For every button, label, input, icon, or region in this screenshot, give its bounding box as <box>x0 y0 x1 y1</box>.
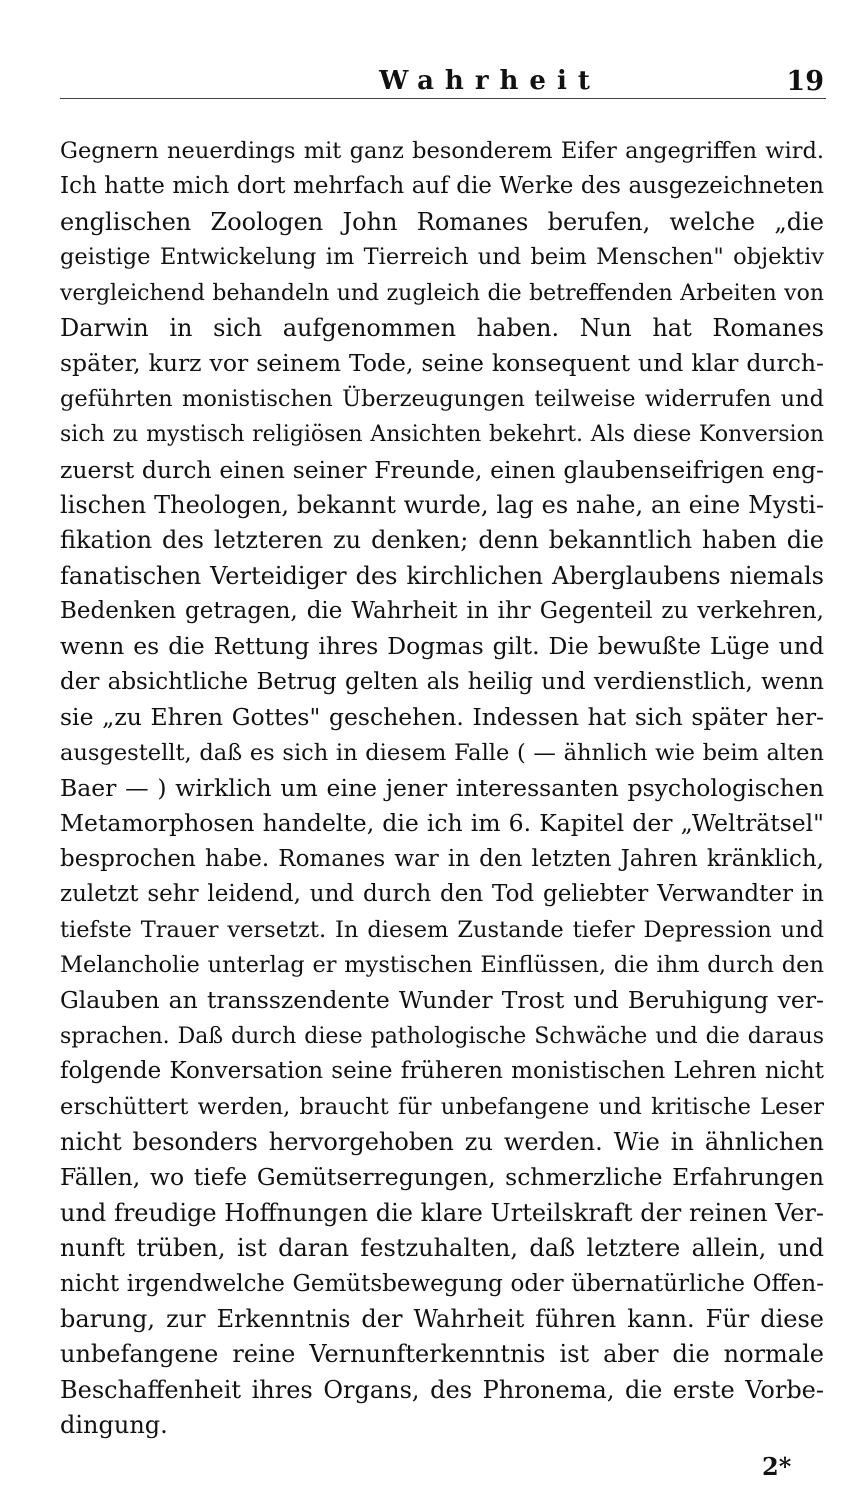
text-line: tiefste Trauer versetzt. In diesem Zustande tiefer Depression und <box>60 916 824 943</box>
text-line: dingung. <box>60 1411 168 1440</box>
text-line: barung, zur Erkenntnis der Wahrheit führen kann. Für diese <box>60 1304 824 1333</box>
text-line: der absichtliche Betrug gelten als heilig und verdienstlich, wenn <box>60 668 824 695</box>
body-text <box>60 134 824 1443</box>
text-line: und freudige Hoffnungen die klare Urteilskraft der reinen Ver- <box>60 1198 824 1227</box>
text-line: Fällen, wo tiefe Gemütserregungen, schmerzliche Erfahrungen <box>60 1163 824 1192</box>
text-line: Ich hatte mich dort mehrfach auf die Werke des ausgezeichneten <box>60 173 824 200</box>
page-number: 19 <box>786 66 824 97</box>
text-line: vergleichend behandeln und zugleich die betreffenden Arbeiten von <box>60 280 824 306</box>
text-line: englischen Zoologen John Romanes berufen, welche „die <box>60 207 824 236</box>
text-line: Bedenken getragen, die Wahrheit in ihr Gegenteil zu verkehren, <box>60 598 824 625</box>
text-line: geistige Entwickelung im Tierreich und beim Menschen" objektiv <box>60 244 824 271</box>
text-line: sie „zu Ehren Gottes" geschehen. Indessen hat sich später her- <box>60 703 824 732</box>
running-head <box>60 62 826 102</box>
text-line: fikation des letzteren zu denken; denn bekanntlich haben die <box>60 526 824 555</box>
text-line: zuerst durch einen seiner Freunde, einen glaubenseifrigen eng- <box>60 455 824 484</box>
text-line: besprochen habe. Romanes war in den letzten Jahren kränklich, <box>60 845 824 872</box>
text-line: ausgestellt, daß es sich in diesem Falle ( — ähnlich wie beim alten <box>60 739 824 766</box>
text-line: Melancholie unterlag er mystischen Einflüssen, die ihm durch den <box>60 951 824 978</box>
text-line: Gegnern neuerdings mit ganz besonderem Eifer angegriffen wird. <box>60 138 824 164</box>
text-line: sprachen. Daß durch diese pathologische Schwäche und die daraus <box>60 1023 824 1049</box>
text-line: unbefangene reine Vernunfterkenntnis ist aber die normale <box>60 1340 824 1369</box>
text-line: sich zu mystisch religiösen Ansichten bekehrt. Als diese Konversion <box>60 422 824 448</box>
text-line: Metamorphosen handelte, die ich im 6. Kapitel der „Welträtsel" <box>60 809 824 838</box>
text-line: erschüttert werden, braucht für unbefangene und kritische Leser <box>60 1093 824 1120</box>
text-line: Baer — ) wirklich um eine jener interessanten psychologischen <box>60 774 824 803</box>
header-rule <box>60 98 826 99</box>
text-line: nicht irgendwelche Gemütsbewegung oder übernatürliche Offen- <box>60 1270 824 1297</box>
text-line: Glauben an transszendente Wunder Trost und Beruhigung ver- <box>60 986 824 1015</box>
text-line: lischen Theologen, bekannt wurde, lag es nahe, an eine Mysti- <box>60 490 824 519</box>
text-line: Beschaffenheit ihres Organs, des Phronema, die erste Vorbe- <box>60 1375 824 1404</box>
text-line: nunft trüben, ist daran festzuhalten, daß letztere allein, und <box>60 1234 824 1263</box>
signature-mark: 2* <box>762 1452 792 1481</box>
text-line: geführten monistischen Überzeugungen teilweise widerrufen und <box>60 385 824 412</box>
text-line: Darwin in sich aufgenommen haben. Nun hat Romanes <box>60 313 824 342</box>
text-line: fanatischen Verteidiger des kirchlichen Aberglaubens niemals <box>60 561 824 590</box>
text-line: zuletzt sehr leidend, und durch den Tod geliebter Verwandter in <box>60 881 824 908</box>
text-line: folgende Konversation seine früheren monistischen Lehren nicht <box>60 1058 824 1085</box>
text-line: später, kurz vor seinem Tode, seine konsequent und klar durch- <box>60 349 824 378</box>
text-line: wenn es die Rettung ihres Dogmas gilt. Die bewußte Lüge und <box>60 632 824 661</box>
running-title: Wahrheit <box>379 66 601 96</box>
text-line: nicht besonders hervorgehoben zu werden. Wie in ähnlichen <box>60 1127 824 1156</box>
